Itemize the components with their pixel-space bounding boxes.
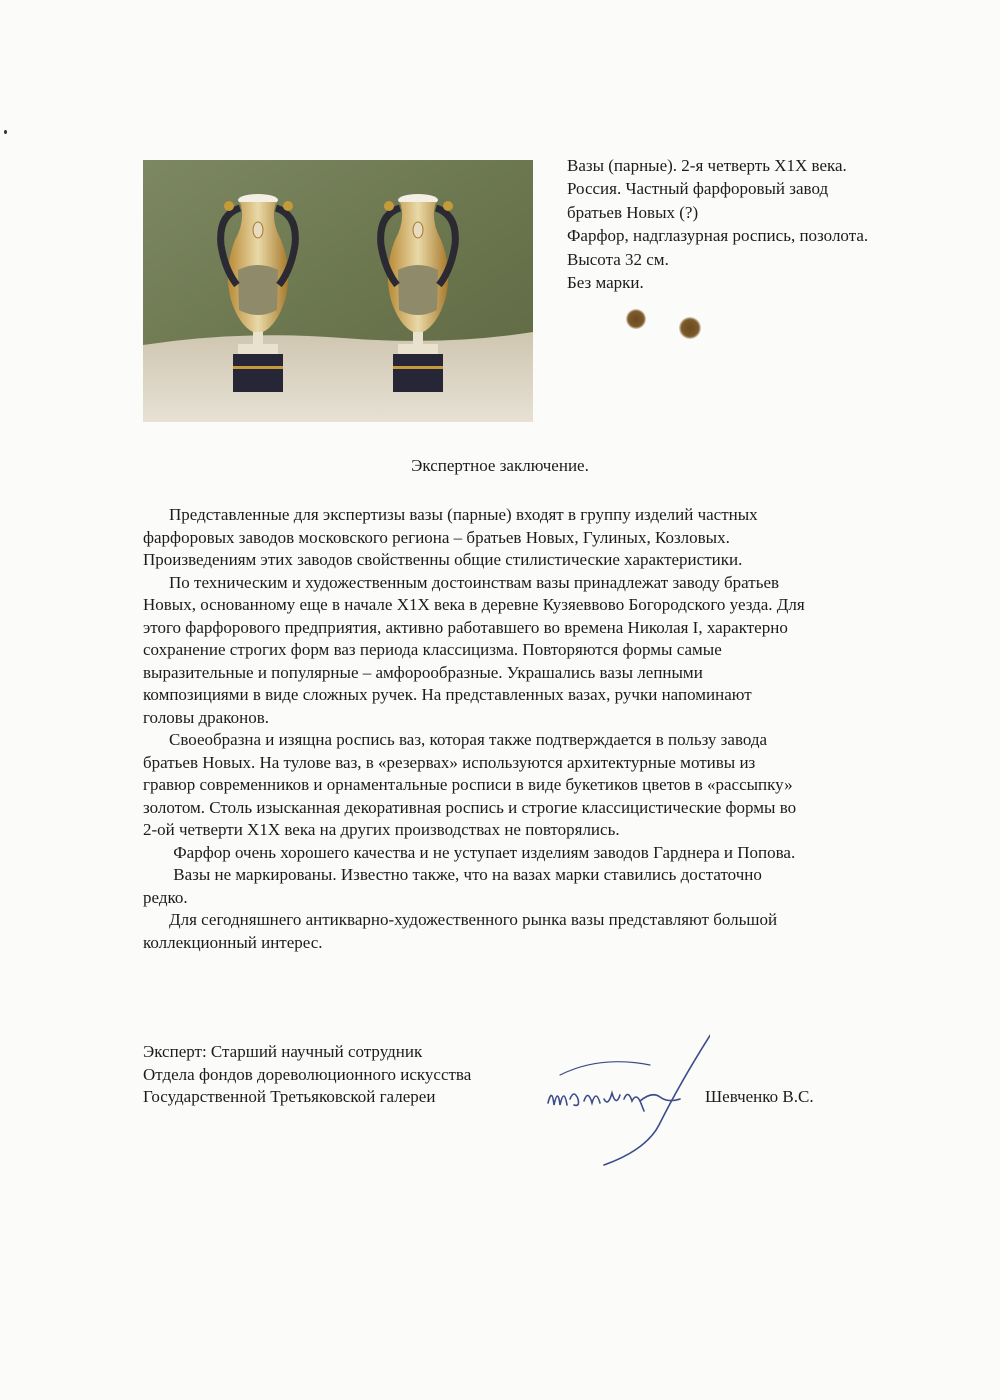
paragraph-line-text: По техническим и художественным достоинствам вазы принадлежат заводу братьев — [169, 572, 780, 592]
paragraph-line — [143, 909, 933, 932]
expert-block — [143, 1041, 471, 1109]
item-caption — [567, 154, 967, 294]
ink-stain — [626, 309, 646, 329]
paragraph-line-text: этого фарфорового предприятия, активно работавшего во времена Николая I, характерно — [143, 617, 788, 637]
signer-name: Шевченко В.С. — [705, 1087, 814, 1106]
caption-line: Высота 32 см. — [567, 249, 669, 269]
ink-stain — [679, 317, 701, 339]
caption-line: братьев Новых (?) — [567, 202, 699, 222]
paragraph-line-text: Вазы не маркированы. Известно также, что на вазах марки ставились достаточно — [169, 865, 762, 884]
paragraph-line-text: золотом. Столь изысканная декоративная роспись и строгие классицистические формы во — [143, 797, 797, 817]
paragraph-line-text: редко. — [143, 887, 188, 907]
paragraph-line-text: Представленные для экспертизы вазы (парные) входят в группу изделий частных — [169, 505, 758, 524]
caption-line: Россия. Частный фарфоровый завод — [567, 179, 829, 199]
document-heading: Экспертное заключение. — [411, 456, 589, 475]
paragraph-line-text: композициями в виде сложных ручек. На представленных вазах, ручки напоминают — [143, 685, 752, 704]
paragraph-line-text: выразительные и популярные – амфорообразные. Украшались вазы лепными — [143, 662, 703, 682]
caption-line: Фарфор, надглазурная роспись, позолота. — [567, 226, 869, 246]
paragraph-line — [143, 774, 933, 797]
paragraph-line — [143, 639, 933, 662]
paragraph-line — [143, 752, 933, 775]
paragraph-line-text: Новых, основанному еще в начале Х1Х века в деревне Кузяеввово Богородского уезда. Для — [143, 595, 805, 614]
paragraph-line-text: коллекционный интерес. — [143, 932, 323, 952]
paragraph-line — [143, 549, 933, 572]
paragraph-line-text: Своеобразна и изящна роспись ваз, которая также подтверждается в пользу завода — [169, 730, 768, 749]
paragraph-line — [143, 504, 933, 527]
paragraph-line — [143, 572, 933, 595]
paragraph-line — [143, 819, 933, 842]
paragraph-line — [143, 864, 933, 887]
paragraph-line — [143, 729, 933, 752]
paragraph-line-text: сохранение строгих форм ваз периода классицизма. Повторяются формы самые — [143, 640, 722, 659]
expert-opinion-text — [143, 504, 933, 954]
expert-line: Отдела фондов дореволюционного искусства — [143, 1064, 472, 1084]
paragraph-line-text: головы драконов. — [143, 707, 269, 727]
vases-photo-image — [143, 160, 533, 422]
paragraph-line — [143, 707, 933, 730]
paragraph-line-text: Произведениям этих заводов свойственны общие стилистические характеристики. — [143, 550, 743, 569]
paragraph-line — [143, 594, 933, 617]
caption-line: Вазы (парные). 2-я четверть Х1Х века. — [567, 156, 847, 175]
paragraph-line-text: гравюр современников и орнаментальные росписи в виде букетиков цветов в «рассыпку» — [143, 775, 793, 794]
handwritten-signature — [540, 1015, 710, 1170]
expert-line: Эксперт: Старший научный сотрудник — [143, 1042, 423, 1061]
paragraph-line-text: фарфоровых заводов московского региона – братьев Новых, Гулиных, Козловых. — [143, 527, 730, 547]
paragraph-line — [143, 842, 933, 865]
paper-speck — [4, 130, 7, 134]
vases-photo — [143, 160, 533, 422]
paragraph-line-text: Фарфор очень хорошего качества и не уступает изделиям заводов Гарднера и Попова. — [169, 842, 796, 862]
paragraph-line-text: 2-ой четверти Х1Х века на других производствах не повторялись. — [143, 820, 620, 839]
paragraph-line — [143, 887, 933, 910]
paragraph-line — [143, 932, 933, 955]
paragraph-line-text: братьев Новых. На тулове ваз, в «резервах» используются архитектурные мотивы из — [143, 752, 756, 772]
expert-line: Государственной Третьяковской галереи — [143, 1087, 436, 1106]
paragraph-line — [143, 684, 933, 707]
paragraph-line — [143, 527, 933, 550]
paragraph-line-text: Для сегодняшнего антикварно-художественного рынка вазы представляют большой — [169, 910, 778, 929]
caption-line: Без марки. — [567, 273, 644, 293]
paragraph-line — [143, 797, 933, 820]
paragraph-line — [143, 662, 933, 685]
paragraph-line — [143, 617, 933, 640]
